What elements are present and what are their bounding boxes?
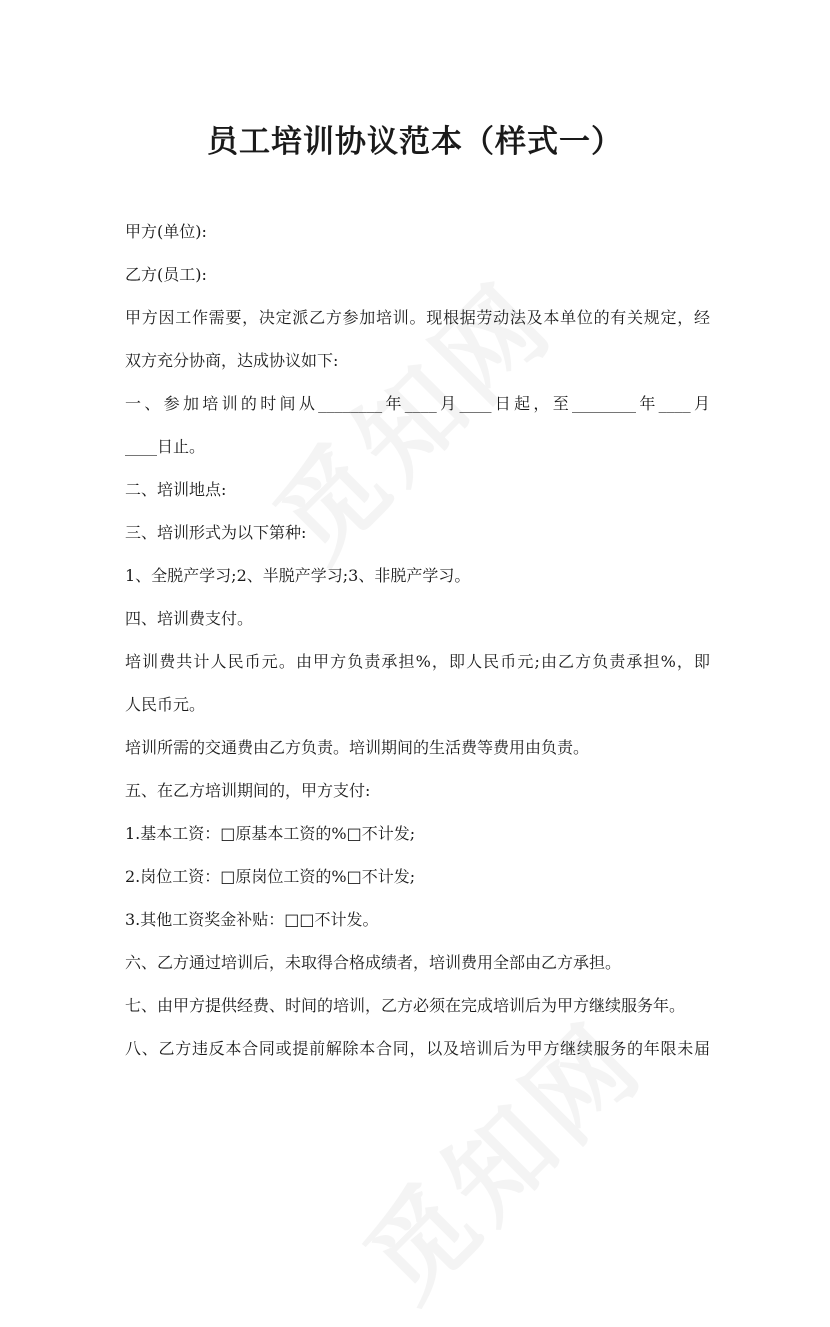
clause-6-line: 六、乙方通过培训后，未取得合格成绩者，培训费用全部由乙方承担。 [125, 953, 622, 972]
clause-2-line: 二、培训地点: [125, 480, 227, 499]
paragraph-line: 双方充分协商，达成协议如下: [125, 351, 339, 370]
clause-3-line: 三、培训形式为以下第种: [125, 523, 307, 542]
wage-item-line: 1.基本工资：□原基本工资的%□不计发; [125, 824, 416, 843]
document-title: 员工培训协议范本（样式一） [207, 124, 623, 160]
clause-8-line: 八、乙方违反本合同或提前解除本合同，以及培训后为甲方继续服务的年限未届 [125, 1039, 710, 1058]
paragraph-line: 甲方因工作需要，决定派乙方参加培训。现根据劳动法及本单位的有关规定，经 [125, 308, 710, 327]
wage-item-line: 3.其他工资奖金补贴：□□不计发。 [125, 910, 379, 929]
document-body [125, 214, 710, 1074]
clause-1-line: ____日止。 [125, 437, 206, 456]
clause-5-line: 五、在乙方培训期间的，甲方支付: [125, 781, 371, 800]
fee-line: 人民币元。 [125, 695, 206, 714]
fee-line: 培训所需的交通费由乙方负责。培训期间的生活费等费用由负责。 [125, 738, 590, 757]
party-b-line: 乙方(员工): [125, 265, 207, 284]
clause-7-line: 七、由甲方提供经费、时间的培训，乙方必须在完成培训后为甲方继续服务年。 [125, 996, 686, 1015]
clause-4-line: 四、培训费支付。 [125, 609, 254, 628]
party-a-line: 甲方(单位): [125, 222, 207, 241]
fee-line: 培训费共计人民币元。由甲方负责承担%，即人民币元;由乙方负责承担%，即 [125, 652, 710, 671]
wage-item-line: 2.岗位工资：□原岗位工资的%□不计发; [125, 867, 416, 886]
clause-1-line: 一、参加培训的时间从________年____月____日起，至________年____月 [125, 394, 710, 413]
clause-3-options: 1、全脱产学习;2、半脱产学习;3、非脱产学习。 [125, 566, 471, 585]
